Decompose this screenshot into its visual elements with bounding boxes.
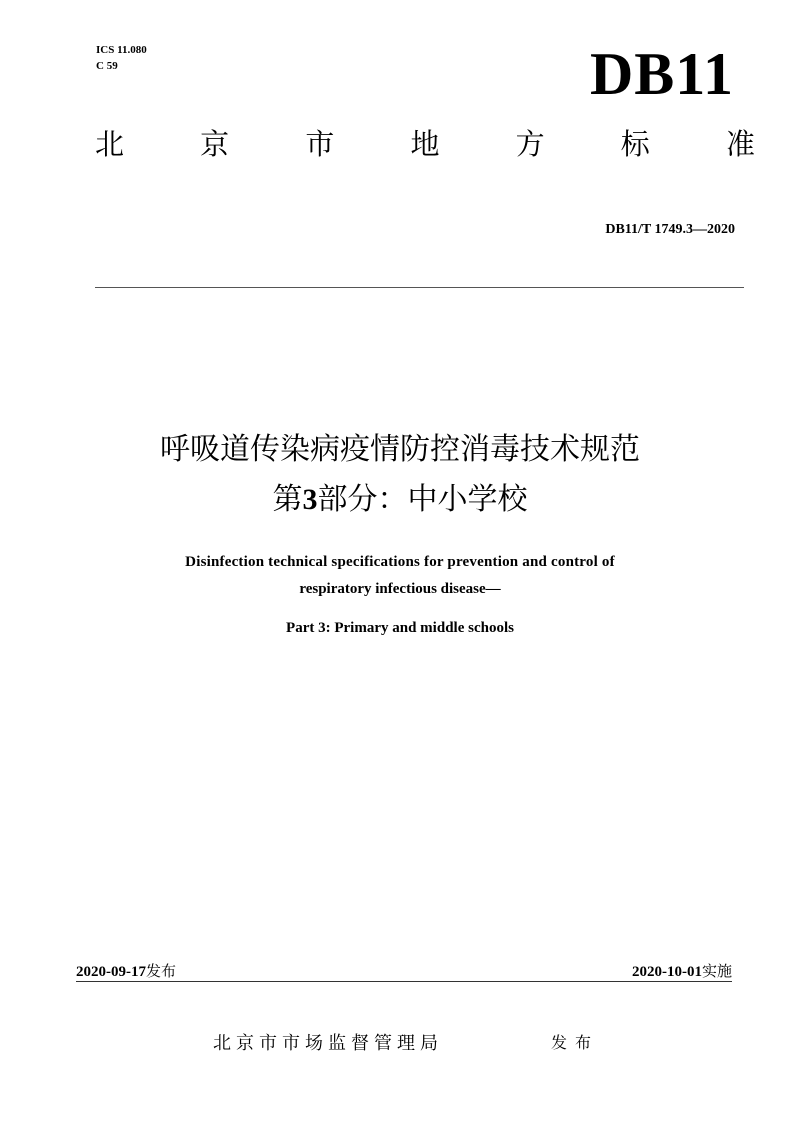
db-standard-mark: DB11 — [589, 41, 734, 107]
standard-type-heading — [95, 124, 755, 164]
standard-type-char: 北 — [95, 127, 125, 161]
title-en-line2: respiratory infectious disease— — [299, 581, 501, 597]
standard-type-char: 地 — [410, 127, 440, 161]
title-cn-line1: 呼吸道传染病疫情防控消毒技术规范 — [160, 432, 640, 467]
implementation-date-value: 2020-10-01 — [631, 964, 702, 980]
publish-label: 发布 — [551, 1033, 600, 1052]
title-cn-part-suffix: 部分：中小学校 — [317, 482, 528, 517]
title-cn-line2 — [0, 480, 800, 520]
title-cn-part-prefix: 第 — [272, 482, 303, 517]
issue-date — [76, 960, 176, 983]
title-en-line3: Part 3: Primary and middle schools — [286, 620, 514, 636]
issue-date-value: 2020-09-17 — [76, 964, 146, 980]
standard-type-char: 方 — [515, 127, 545, 161]
title-cn-part-number: 3 — [302, 483, 318, 516]
standard-type-char: 标 — [620, 127, 650, 161]
implementation-label: 实施 — [701, 962, 732, 980]
standard-type-char: 准 — [725, 127, 755, 161]
header-divider — [95, 287, 744, 288]
standard-number: DB11/T 1749.3—2020 — [605, 222, 735, 237]
standard-type-char: 市 — [305, 127, 335, 161]
issue-label: 发布 — [146, 962, 177, 980]
standard-type-char: 京 — [200, 127, 230, 161]
ccs-code: C 59 — [96, 60, 118, 72]
title-en-line1: Disinfection technical specifications for prevention and control of — [185, 554, 615, 570]
implementation-date — [632, 960, 732, 983]
publisher-name: 北京市市场监督管理局 — [213, 1033, 443, 1054]
footer-divider — [76, 981, 732, 982]
ics-code: ICS 11.080 — [96, 44, 147, 56]
